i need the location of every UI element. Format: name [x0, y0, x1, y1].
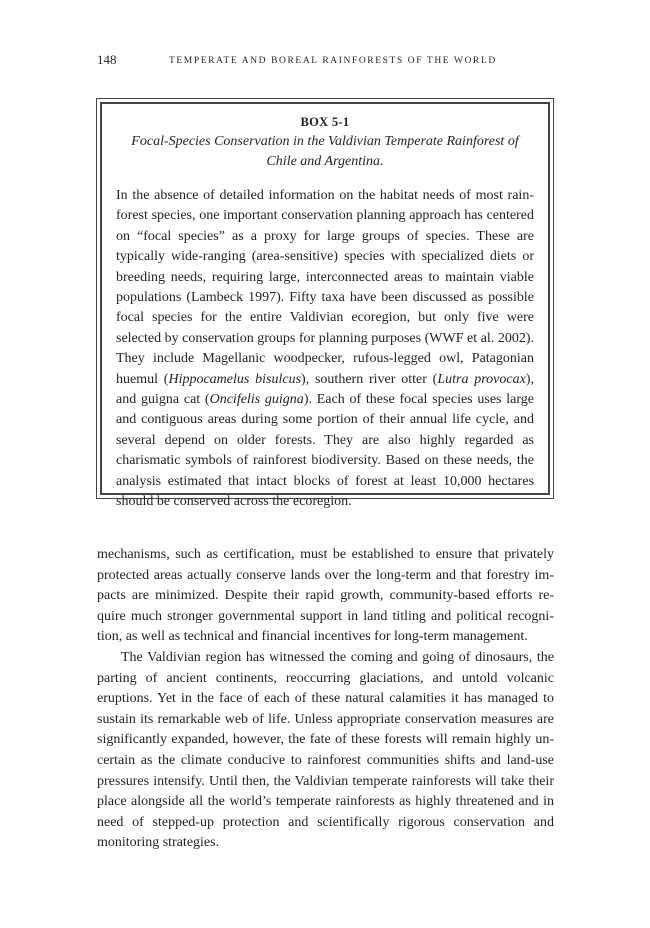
box-text: In the absence of detailed information on the habitat needs of most rainforest species, one important conservation planning approach has centered on “focal species” as a proxy for large groups of species. These are typically wide-ranging (area-sensitive) species with specialized diets or breeding needs, requiring large, interconnected areas to maintain viable populations (Lambeck 1997). Fifty taxa have been discussed as possible focal species for the entire Valdivian ecoregion, but only five were selected by conservation groups for planning purposes (WWF et al. 2002). They include Magellanic woodpecker, rufous-legged owl, Patagonian huemul ( [116, 188, 534, 387]
body-paragraph: mechanisms, such as certification, must be established to ensure that privately protected areas actually conserve lands over the long-term and that forestry impacts are minimized. Despite their rapid growth, community-based efforts require much stronger governmental support in land titling and political recognition, as well as technical and financial incentives for long-term management. [97, 547, 554, 645]
species-name: Lutra provocax [437, 371, 526, 387]
page-number: 148 [97, 52, 117, 67]
species-name: Hippocamelus bisulcus [168, 371, 302, 387]
box-text: ), southern river otter ( [301, 371, 438, 387]
main-text [97, 545, 554, 854]
box-title: Focal-Species Conservation in the Valdivian Temperate Rainforest of Chile and Argentina. [131, 134, 519, 169]
species-name: Oncifelis guigna [209, 392, 304, 408]
running-title: TEMPERATE AND BOREAL RAINFORESTS OF THE WORLD [169, 56, 497, 66]
running-head [97, 52, 553, 68]
body-paragraph: The Valdivian region has witnessed the coming and going of dinosaurs, the parting of ancient continents, reoccurring glaciations, and untold volcanic eruptions. Yet in the face of each of these natural calamities it has managed to sustain its remarkable web of life. Unless appropriate conservation measures are significantly expanded, however, the fate of these forests will remain highly uncertain as the climate conducive to rainforest communities shifts and land-use pressures intensify. Until then, the Valdivian temperate rainforests will take their place alongside all the world’s temperate rainforests as highly threatened and in need of stepped-up protection and scientifically rigorous conservation and monitoring strategies. [97, 649, 554, 851]
box-label: BOX 5-1 [300, 115, 350, 129]
box-paragraph [116, 186, 534, 513]
box-text: ). Each of these focal species uses large and contiguous areas during some portion of their annual life cycle, and several depend on older forests. They are also highly regarded as charismatic symbols of rainforest biodiversity. Based on these needs, the analysis estimated that intact blocks of forest at least 10,000 hectares should be conserved across the ecoregion. [116, 392, 534, 510]
sidebar-box-inner [100, 102, 550, 510]
box-text: ), and guigna cat ( [116, 371, 534, 408]
sidebar-box [96, 98, 554, 510]
box-body [116, 186, 534, 513]
